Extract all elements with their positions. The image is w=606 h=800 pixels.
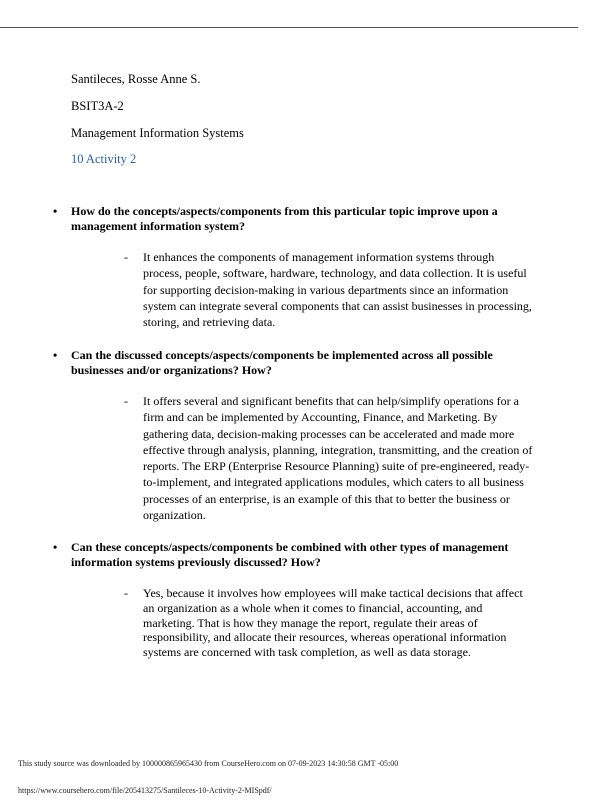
student-name: Santileces, Rosse Anne S. xyxy=(71,72,201,86)
question-2-text: Can the discussed concepts/aspects/components be implemented across all possible businesses and/or organizations? How? xyxy=(71,348,493,377)
download-notice: This study source was downloaded by 100000865965430 from CourseHero.com on 07-09-2023 14:30:58 GMT -05:00 xyxy=(18,759,399,768)
answer-2 xyxy=(124,393,534,523)
answer-1-text: It enhances the components of management information systems through process, people, software, hardware, technology, and data collection. It is useful for supporting decision-making in various departments since an information system can integrate several components that can assist businesses in processing, storing, and retrieving data. xyxy=(143,250,532,330)
dash-marker: - xyxy=(124,586,128,600)
answer-3-text: Yes, because it involves how employees will make tactical decisions that affect an organization as a whole when it comes to financial, accounting, and marketing. That is how they manage the report, regulate their areas of responsibility, and allocate their resources, whereas operational information systems are concerned with task completion, as well as data storage. xyxy=(143,586,523,660)
bullet-icon: • xyxy=(53,204,58,218)
dash-marker: - xyxy=(124,250,128,264)
dash-marker: - xyxy=(124,394,128,408)
course-title: Management Information Systems xyxy=(71,126,244,140)
activity-title: 10 Activity 2 xyxy=(71,152,137,166)
answer-3 xyxy=(124,586,534,660)
answer-1 xyxy=(124,249,534,330)
source-url: https://www.coursehero.com/file/205413275/Santileces-10-Activity-2-MISpdf/ xyxy=(18,786,272,795)
question-2 xyxy=(53,348,533,378)
question-3-text: Can these concepts/aspects/components be combined with other types of management information systems previously discussed? How? xyxy=(71,540,509,569)
bullet-icon: • xyxy=(53,540,58,554)
question-1 xyxy=(53,204,533,234)
question-3 xyxy=(53,540,533,570)
question-1-text: How do the concepts/aspects/components from this particular topic improve upon a management information system? xyxy=(71,204,498,233)
bullet-icon: • xyxy=(53,348,58,362)
class-section: BSIT3A-2 xyxy=(71,99,124,113)
answer-2-text: It offers several and significant benefits that can help/simplify operations for a firm and can be implemented by Accounting, Finance, and Marketing. By gathering data, decision-making processes can be accelerated and made more effective through analysis, planning, integration, transmitting, and the creation of reports. The ERP (Enterprise Resource Planning) suite of pre-engineered, ready-to-implement, and integrated applications modules, which caters to all business processes of an enterprise, is an example of this that to better the business or organization. xyxy=(143,394,533,523)
top-rule xyxy=(0,27,578,28)
